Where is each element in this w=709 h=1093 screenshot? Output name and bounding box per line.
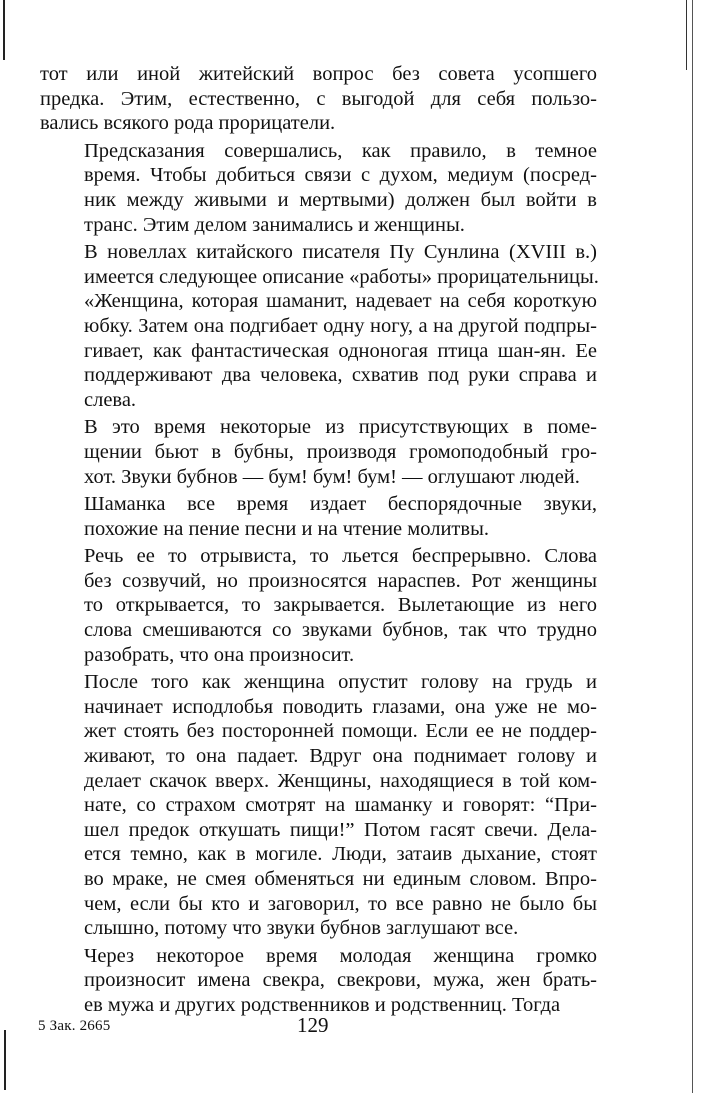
text-line: ев мужа и других родственников и родственниц. Тогда	[84, 993, 561, 1016]
text-line: делает скачок вверх. Женщины, находящиеся в той ком-	[84, 769, 597, 792]
text-line: слова смешиваются со звуками бубнов, так что трудно	[84, 619, 597, 642]
text-line: имеется следующее описание «работы» прорицательницы.	[84, 265, 599, 288]
paragraph	[40, 944, 597, 1018]
text-line: В новеллах китайского писателя Пу Сунлина (XVIII в.)	[84, 241, 597, 264]
paragraph	[40, 240, 597, 412]
text-line: живают, то она падает. Вдруг она поднимает голову и	[84, 745, 597, 768]
scan-edge-left-top	[3, 0, 5, 60]
text-line: чем, если бы кто и заговорил, то все равно не было бы	[84, 892, 597, 915]
text-line: жет стоять без посторонней помощи. Если ее не поддер-	[84, 720, 597, 743]
text-line: шел предок откушать пищи!” Потом гасят свечи. Дела-	[84, 818, 597, 841]
text-line: во мраке, не смея обменяться ни единым словом. Впро-	[84, 868, 597, 890]
text-line: Шаманка все время издает беспорядочные звуки,	[84, 493, 597, 516]
text-line: то открывается, то закрывается. Вылетающие из него	[84, 594, 597, 617]
paragraph	[40, 415, 597, 489]
text-line: разобрать, что она произносит.	[84, 643, 355, 666]
text-line: время. Чтобы добиться связи с духом, медиум (посред-	[84, 164, 597, 187]
text-line: транс. Этим делом занимались и женщины.	[84, 213, 465, 236]
text-line: поддерживают два человека, схватив под руки справа и	[84, 364, 597, 387]
paragraph	[40, 62, 597, 136]
text-line: юбку. Затем она подгибает одну ногу, а на другой подпры-	[84, 314, 597, 337]
text-line: произносит имена свекра, свекрови, мужа, жен брать-	[84, 969, 597, 992]
text-line: Речь ее то отрывиста, то льется беспрерывно. Слова	[84, 545, 597, 568]
printer-signature: 5 Зак. 2665	[38, 1018, 111, 1034]
text-line: «Женщина, которая шаманит, надевает на себя короткую	[84, 290, 597, 313]
body-text	[40, 62, 597, 1018]
text-line: гивает, как фантастическая одноногая птица шан-ян. Ее	[84, 339, 597, 362]
text-line: После того как женщина опустит голову на грудь и	[84, 671, 597, 694]
page-number: 129	[297, 1013, 329, 1037]
scan-edge-right	[692, 0, 693, 1093]
paragraph	[40, 670, 597, 941]
text-line: нате, со страхом смотрят на шаманку и говорят: “При-	[84, 794, 597, 817]
text-line: ется темно, как в могиле. Люди, затаив дыхание, стоят	[84, 843, 597, 866]
text-line: начинает исподлобья поводить глазами, она уже не мо-	[84, 695, 597, 718]
text-line: без созвучий, но произносятся нараспев. Рот женщины	[84, 569, 597, 592]
text-line: Предсказания совершались, как правило, в темное	[84, 139, 597, 162]
text-line: предка. Этим, естественно, с выгодой для себя пользо-	[40, 87, 597, 110]
text-line: похожие на пение песни и на чтение молитвы.	[84, 517, 489, 540]
text-line: слева.	[84, 388, 137, 411]
text-line: вались всякого рода прорицатели.	[40, 112, 336, 135]
scan-edge-left-bottom	[4, 1030, 6, 1090]
scan-edge-right-top	[686, 0, 687, 70]
text-line: ник между живыми и мертвыми) должен был войти в	[84, 188, 597, 211]
text-line: хот. Звуки бубнов — бум! бум! бум! — оглушают людей.	[84, 465, 580, 488]
text-line: тот или иной житейский вопрос без совета усопшего	[40, 63, 597, 85]
text-line: Через некоторое время молодая женщина громко	[84, 944, 597, 967]
paragraph	[40, 544, 597, 667]
paragraph	[40, 492, 597, 541]
text-line: слышно, потому что звуки бубнов заглушают все.	[84, 917, 519, 940]
text-line: щении бьют в бубны, производя громоподобный гро-	[84, 440, 597, 463]
text-line: В это время некоторые из присутствующих в поме-	[84, 416, 597, 439]
paragraph	[40, 139, 597, 237]
